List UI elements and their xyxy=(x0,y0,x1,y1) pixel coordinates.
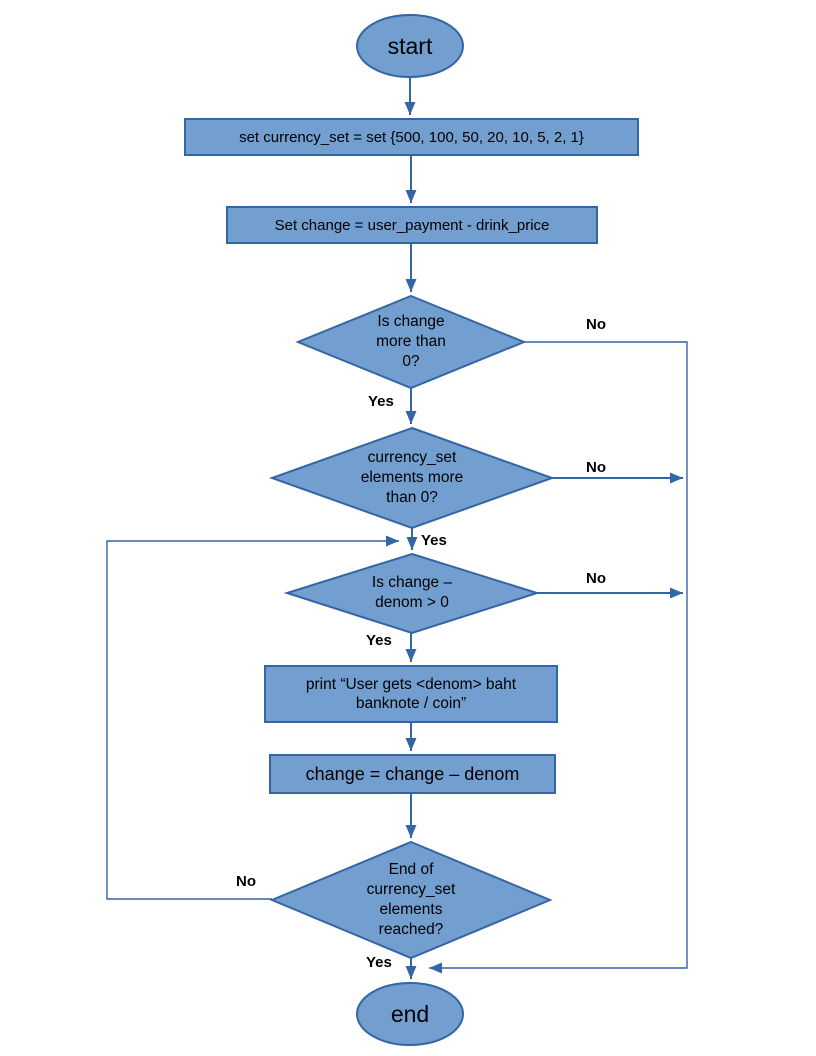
denom-check-no-label: No xyxy=(586,570,606,587)
end-label: end xyxy=(390,1000,430,1027)
update-change-label: change = change – denom xyxy=(305,763,520,784)
denom-check-yes-label: Yes xyxy=(366,632,392,649)
change-check-yes-label: Yes xyxy=(368,393,394,410)
change-check-no-label: No xyxy=(586,316,606,333)
set-currency-label: set currency_set = set {500, 100, 50, 20, 10, 5, 2, 1} xyxy=(239,128,584,146)
elements-check-label: currency_set elements more than 0? xyxy=(360,449,464,506)
print-denom-label: print “User gets <denom> baht banknote / coin” xyxy=(305,676,517,712)
end-check-label: End of currency_set elements reached? xyxy=(366,861,456,938)
set-change-label: Set change = user_payment - drink_price xyxy=(274,216,550,234)
denom-check-label: Is change – denom > 0 xyxy=(371,574,453,611)
end-check-yes-label: Yes xyxy=(366,954,392,971)
end-check-no-label: No xyxy=(236,873,256,890)
start-label: start xyxy=(387,32,433,59)
elements-check-no-label: No xyxy=(586,459,606,476)
change-check-label: Is change more than 0? xyxy=(376,313,446,370)
elements-check-yes-label: Yes xyxy=(421,532,447,549)
